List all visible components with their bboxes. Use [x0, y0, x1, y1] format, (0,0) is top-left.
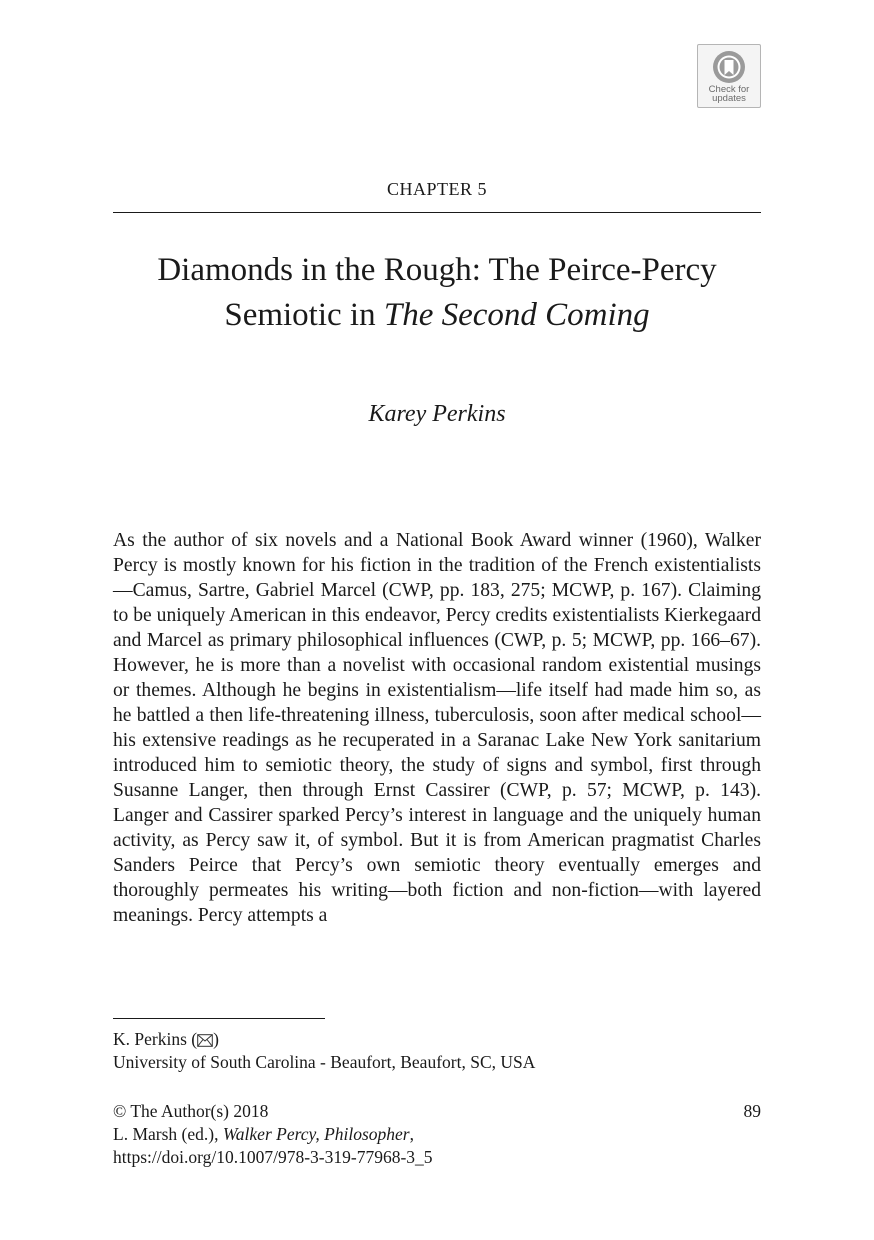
page-number: 89: [743, 1101, 761, 1121]
chapter-title: [113, 248, 761, 338]
doi-link[interactable]: https://doi.org/10.1007/978-3-319-77968-3_5: [113, 1147, 433, 1167]
badge-text: Check for updates: [708, 84, 750, 104]
copyright-line: © The Author(s) 2018: [113, 1101, 269, 1121]
footnote-divider: [113, 1018, 325, 1019]
citation-line: L. Marsh (ed.), Walker Percy, Philosopher,: [113, 1124, 414, 1144]
bookmark-circle-icon: [712, 50, 746, 84]
body-paragraph: As the author of six novels and a National Book Award winner (1960), Walker Percy is mostly known for his fiction in the tradition of the French existentialists—Camus, Sartre, Gabriel Marcel (CWP, pp. 183, 275; MCWP, p. 167). Claiming to be uniquely American in this endeavor, Percy credits existentialists Kierkegaard and Marcel as primary philosophical influences (CWP, p. 5; MCWP, pp. 166–67). However, he is more than a novelist with occasional random existential musings or themes. Although he begins in existentialism—life itself had made him so, as he battled a then life-threatening illness, tuberculosis, soon after medical school—his extensive readings as he recuperated in a Saranac Lake New York sanitarium introduced him to semiotic theory, the study of signs and symbol, first through Susanne Langer, then through Ernst Cassirer (CWP, p. 57; MCWP, p. 143). Langer and Cassirer sparked Percy’s interest in language and the uniquely human activity, as Percy saw it, of symbol. But it is from American pragmatist Charles Sanders Peirce that Percy’s own semiotic theory eventually emerges and thoroughly permeates his writing—both fiction and non-fiction—with layered meanings. Percy attempts a: [113, 530, 761, 926]
title-text: Diamonds in the Rough: The Peirce-Percy Semiotic in: [157, 252, 717, 333]
email-envelope-icon[interactable]: [197, 1034, 213, 1047]
footnote-author: K. Perkins ( ): [113, 1029, 219, 1049]
chapter-divider: [113, 212, 761, 213]
title-italic: The Second Coming: [383, 297, 650, 333]
footnote-affiliation: University of South Carolina - Beaufort, Beaufort, SC, USA: [113, 1052, 536, 1072]
citation-book-title: Walker Percy, Philosopher: [222, 1124, 410, 1144]
chapter-label: CHAPTER 5: [386, 179, 487, 199]
check-for-updates-badge[interactable]: [697, 44, 761, 108]
author-name: Karey Perkins: [368, 401, 506, 427]
